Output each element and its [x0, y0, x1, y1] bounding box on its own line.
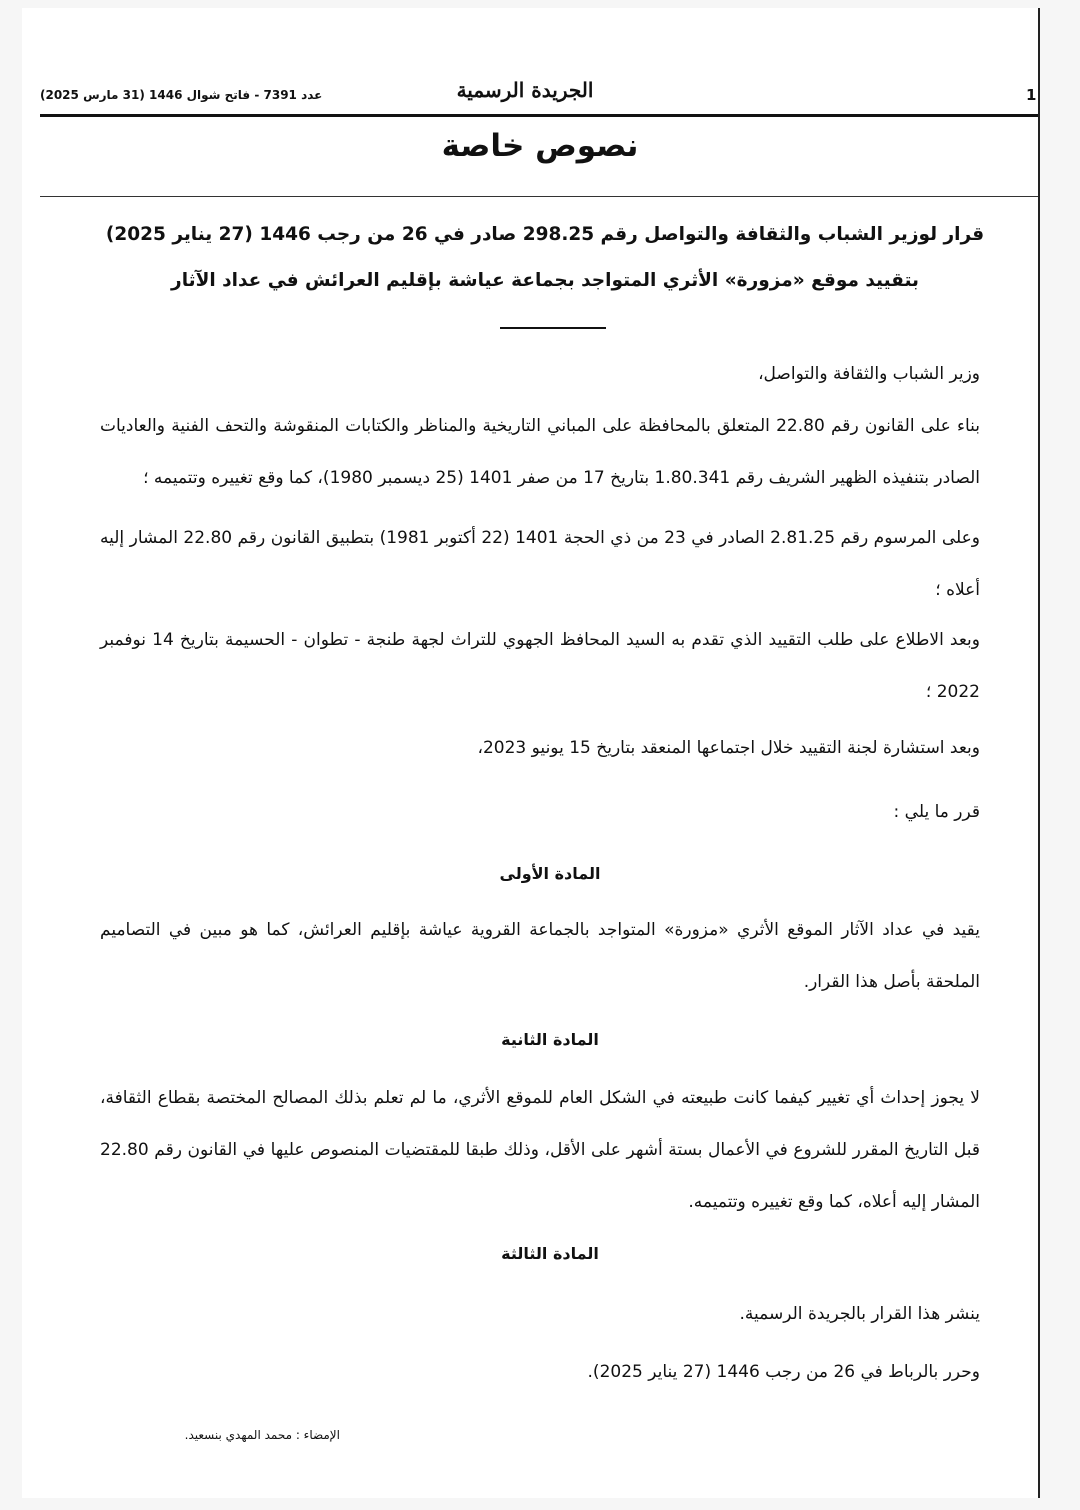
decision-title: قرار لوزير الشباب والثقافة والتواصل رقم 298.25 صادر في 26 من رجب 1446 (27 يناير 2025) بتقييد موقع «مزورة» الأثري المتواجد بجماعة عياشة بإقليم العرائش في عداد الآثار — [105, 224, 985, 291]
section-divider — [40, 196, 1038, 197]
article-1-heading: المادة الأولى — [499, 864, 601, 883]
done-at-line: وحرر بالرباط في 26 من رجب 1446 (27 يناير 2025). — [587, 1362, 980, 1382]
gazette-header — [40, 78, 1010, 112]
article-1-text: يقيد في عداد الآثار الموقع الأثري «مزورة» المتواجد بالجماعة القروية عياشة بإقليم العرائش، كما هو مبين في التصاميم الملحقة بأصل هذا القرار. — [100, 920, 980, 992]
section-title: نصوص خاصة — [441, 128, 639, 164]
recital-law: بناء على القانون رقم 22.80 المتعلق بالمحافظة على المباني التاريخية والمناظر والكتابات المنقوشة والتحف الفنية والعاديات الصادر بتنفيذه الظهير الشريف رقم 1.80.341 بتاريخ 17 من صفر 1401 (25 ديسمبر 1980)، كما وقع تغييره وتتميمه ؛ — [100, 416, 980, 488]
issue-info: عدد 7391 - فاتح شوال 1446 (31 مارس 2025) — [40, 88, 323, 102]
article-3-heading: المادة الثالثة — [501, 1244, 599, 1263]
minister-line: وزير الشباب والثقافة والتواصل، — [758, 364, 980, 384]
title-divider — [500, 327, 606, 329]
page-number-fragment: 1 — [1026, 86, 1037, 104]
recital-committee: وبعد استشارة لجنة التقييد خلال اجتماعها المنعقد بتاريخ 15 يونيو 2023، — [477, 738, 980, 758]
gazette-title: الجريدة الرسمية — [456, 78, 594, 102]
decides-line: قرر ما يلي : — [893, 802, 980, 822]
recital-request: وبعد الاطلاع على طلب التقييد الذي تقدم به السيد المحافظ الجهوي للتراث لجهة طنجة - تطوان - الحسيمة بتاريخ 14 نوفمبر 2022 ؛ — [100, 630, 980, 702]
article-2-text: لا يجوز إحداث أي تغيير كيفما كانت طبيعته في الشكل العام للموقع الأثري، ما لم تعلم بذلك المصالح المختصة بقطاع الثقافة، قبل التاريخ المقرر للشروع في الأعمال بستة أشهر على الأقل، وذلك طبقا للمقتضيات المنصوص عليها في القانون رقم 22.80 المشار إليه أعلاه، كما وقع تغييره وتتميمه. — [100, 1088, 980, 1212]
header-divider — [40, 114, 1038, 117]
signature-line: الإمضاء : محمد المهدي بنسعيد. — [184, 1428, 340, 1442]
article-2-heading: المادة الثانية — [501, 1030, 599, 1049]
recital-decree: وعلى المرسوم رقم 2.81.25 الصادر في 23 من ذي الحجة 1401 (22 أكتوبر 1981) بتطبيق القانون رقم 22.80 المشار إليه أعلاه ؛ — [100, 528, 980, 600]
article-3-text: ينشر هذا القرار بالجريدة الرسمية. — [739, 1304, 980, 1324]
